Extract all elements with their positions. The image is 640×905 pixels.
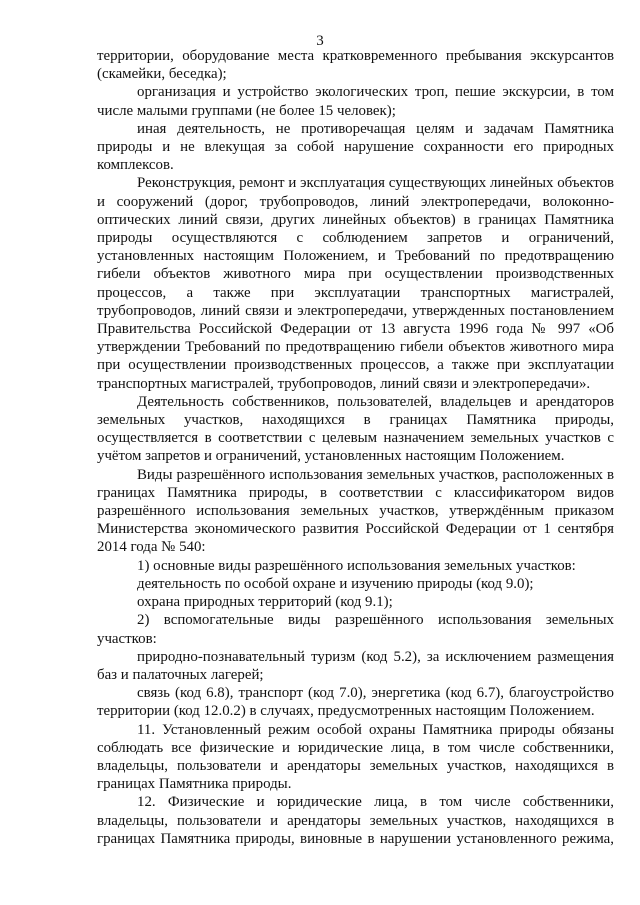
paragraph: иная деятельность, не противоречащая целям и задачам Памятника природы и не влекущая за собой нарушение сохранности его природных комплексов. — [97, 120, 614, 174]
paragraph: организация и устройство экологических троп, пешие экскурсии, в том числе малыми группами (не более 15 человек); — [97, 84, 614, 119]
paragraph: 12. Физические и юридические лица, в том числе собственники, владельцы, пользователи и арендаторы земельных участков, находящихся в границах Памятника природы, виновные в нарушении установленного режима, — [97, 794, 614, 847]
paragraph: Реконструкция, ремонт и эксплуатация существующих линейных объектов и сооружений (дорог, трубопроводов, линий электропередачи, волоконно-оптических линий связи, других линейных объектов) в границах Памятника природы осуществляются с соблюдением запретов и ограничений, установленных настоящим Положением, и Требований по предотвращению гибели объектов животного мира при осуществлении производственных процессов, а также при эксплуатации транспортных магистралей, трубопроводов, линий связи и электропередачи, утвержденных постановлением Правительства Российской Федерации от 13 августа 1996 года № 997 «Об утверждении Требований по предотвращению гибели объектов животного мира при осуществлении производственных процессов, а также при эксплуатации транспортных магистралей, трубопроводов, линий связи и электропередачи». — [97, 175, 614, 392]
document-body — [97, 47, 614, 848]
paragraph: природно-познавательный туризм (код 5.2), за исключением размещения баз и палаточных лагерей; — [97, 648, 614, 683]
paragraph: 2) вспомогательные виды разрешённого использования земельных участков: — [97, 612, 614, 647]
paragraph: связь (код 6.8), транспорт (код 7.0), энергетика (код 6.7), благоустройство территории (код 12.0.2) в случаях, предусмотренных настоящим Положением. — [97, 685, 614, 720]
paragraph: Виды разрешённого использования земельных участков, расположенных в границах Памятника природы, в соответствии с классификатором видов разрешённого использования земельных участков, утверждённым приказом Министерства экономического развития Российской Федерации от 1 сентября 2014 года № 540: — [97, 466, 614, 556]
page-number: 3 — [316, 33, 324, 49]
paragraph: охрана природных территорий (код 9.1); — [137, 594, 393, 611]
paragraph: Деятельность собственников, пользователей, владельцев и арендаторов земельных участков, находящихся в границах Памятника природы, осуществляется в соответствии с целевым назначением земельных участков с учётом запретов и ограничений, установленных настоящим Положением. — [97, 393, 614, 465]
paragraph: 11. Установленный режим особой охраны Памятника природы обязаны соблюдать все физические и юридические лица, в том числе собственники, владельцы, пользователи и арендаторы земельных участков, находящихся в границах Памятника природы. — [97, 721, 614, 793]
paragraph: деятельность по особой охране и изучению природы (код 9.0); — [137, 575, 534, 592]
paragraph: территории, оборудование места кратковременного пребывания экскурсантов (скамейки, беседка); — [97, 48, 614, 83]
paragraph: 1) основные виды разрешённого использования земельных участков: — [137, 557, 576, 574]
